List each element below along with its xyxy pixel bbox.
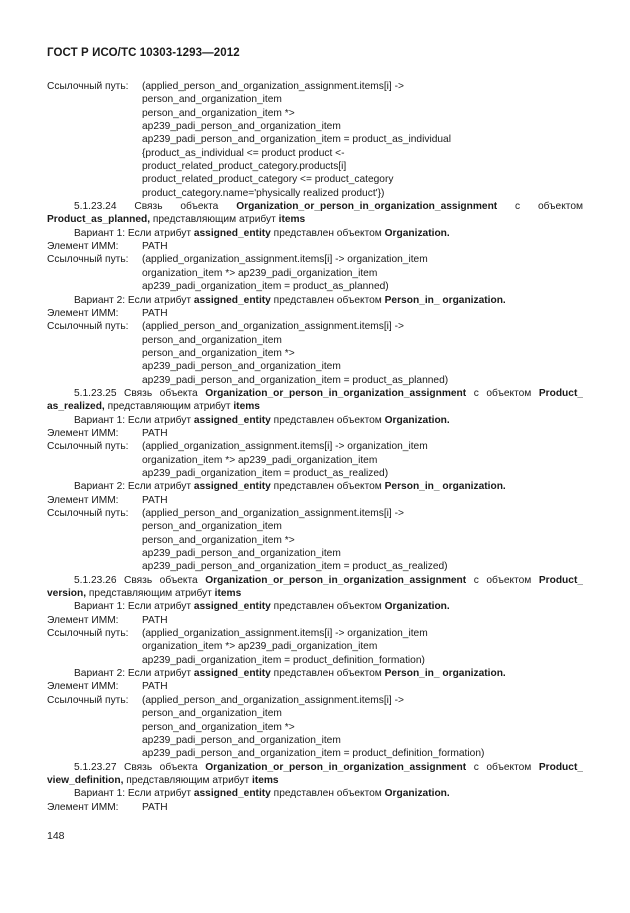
line-value: PATH: [142, 681, 168, 693]
line-text: product_related_product_category.products[i]: [142, 161, 347, 173]
line-label: Ссылочный путь:: [47, 321, 129, 333]
line-text: ap239_padi_person_and_organization_item: [142, 121, 341, 133]
line-value: (applied_organization_assignment.items[i] -> organization_item: [142, 628, 428, 640]
variant-text: представлен объектом: [270, 227, 385, 239]
path-continuation-line: [47, 120, 583, 133]
line-value: (applied_person_and_organization_assignment.items[i] ->: [142, 321, 404, 333]
line-text: ap239_padi_person_and_organization_item: [142, 361, 341, 373]
line-text: organization_item *> ap239_padi_organization_item: [142, 454, 378, 466]
line-text: product_category.name='physically realized product'}): [142, 187, 385, 199]
section-prefix: 5.1.23.26 Связь объекта: [74, 574, 206, 586]
line-label: Элемент ИММ:: [47, 681, 119, 693]
section-suffix: с объектом: [466, 387, 539, 399]
labeled-line: [47, 240, 583, 253]
document-header: ГОСТ Р ИСО/ТС 10303-1293—2012: [47, 47, 240, 59]
section-continuation-line: [47, 213, 583, 226]
attribute-name: assigned_entity: [193, 788, 271, 800]
path-continuation-line: [47, 267, 583, 280]
line-value: (applied_person_and_organization_assignment.items[i] ->: [142, 81, 404, 92]
variant-prefix: Вариант 2: Если атрибут: [74, 668, 194, 680]
variant-text: представлен объектом: [270, 414, 385, 426]
labeled-line: [47, 627, 583, 640]
line-label: Элемент ИММ:: [47, 427, 119, 439]
line-text: person_and_organization_item *>: [142, 107, 295, 119]
path-continuation-line: [47, 133, 583, 146]
path-continuation-line: [47, 360, 583, 373]
line-text: ap239_padi_person_and_organization_item: [142, 734, 341, 746]
attribute-name: assigned_entity: [193, 668, 271, 680]
attribute-name: assigned_entity: [193, 601, 271, 613]
section-suffix: с объектом: [466, 761, 539, 773]
line-value: PATH: [142, 494, 168, 506]
line-text: product_related_product_category <= product_category: [142, 174, 394, 186]
path-continuation-line: [47, 374, 583, 387]
labeled-line: [47, 427, 583, 440]
line-value: (applied_organization_assignment.items[i] -> organization_item: [142, 254, 428, 266]
section-prefix: 5.1.23.25 Связь объекта: [74, 387, 206, 399]
labeled-line: [47, 494, 583, 507]
line-text: person_and_organization_item: [142, 334, 282, 346]
attribute-name: items: [278, 214, 306, 226]
line-text: person_and_organization_item: [142, 708, 282, 720]
line-text: {product_as_individual <= product product <-: [142, 147, 345, 159]
target-entity: view_definition,: [47, 774, 124, 786]
line-label: Ссылочный путь:: [47, 628, 129, 640]
labeled-line: [47, 440, 583, 453]
attribute-name: items: [233, 401, 260, 413]
line-text: ap239_padi_person_and_organization_item = product_as_realized): [142, 561, 448, 573]
target-entity: Product_: [538, 761, 583, 773]
variant-prefix: Вариант 2: Если атрибут: [74, 294, 194, 306]
entity-name: Organization.: [384, 227, 450, 239]
line-text: ap239_padi_person_and_organization_item: [142, 548, 341, 560]
labeled-line: [47, 680, 583, 693]
section-continuation-line: [47, 400, 583, 413]
line-text: person_and_organization_item *>: [142, 347, 295, 359]
line-value: PATH: [142, 241, 168, 253]
line-text: organization_item *> ap239_padi_organization_item: [142, 641, 378, 653]
line-label: Ссылочный путь:: [47, 254, 129, 266]
target-entity: Product_as_planned,: [47, 214, 151, 226]
variant-prefix: Вариант 1: Если атрибут: [74, 414, 194, 426]
line-value: (applied_organization_assignment.items[i] -> organization_item: [142, 441, 428, 453]
entity-name: Person_in_ organization.: [384, 294, 506, 306]
line-text: ap239_padi_person_and_organization_item = product_as_planned): [142, 374, 449, 386]
entity-name: Person_in_ organization.: [384, 668, 506, 680]
line-label: Элемент ИММ:: [47, 307, 119, 319]
path-continuation-line: [47, 560, 583, 573]
variant-text: представлен объектом: [270, 481, 385, 493]
variant-prefix: Вариант 1: Если атрибут: [74, 601, 194, 613]
variant-text: представлен объектом: [270, 668, 385, 680]
line-label: Элемент ИММ:: [47, 241, 119, 253]
line-text: ap239_padi_organization_item = product_as_planned): [142, 281, 389, 293]
entity-name: Organization.: [384, 601, 450, 613]
path-continuation-line: [47, 147, 583, 160]
line-text: ap239_padi_organization_item = product_as_realized): [142, 467, 389, 479]
section-prefix: 5.1.23.27 Связь объекта: [74, 761, 206, 773]
path-continuation-line: [47, 747, 583, 760]
variant-line: [47, 600, 583, 613]
attribute-name: assigned_entity: [193, 414, 271, 426]
path-continuation-line: [47, 187, 583, 200]
line-label: Элемент ИММ:: [47, 614, 119, 626]
entity-name: Organization_or_person_in_organization_assignment: [205, 574, 467, 586]
line-value: (applied_person_and_organization_assignment.items[i] ->: [142, 508, 404, 519]
continuation-text: представляющим атрибут: [104, 401, 234, 413]
entity-name: Person_in_ organization.: [384, 481, 506, 493]
line-value: PATH: [142, 801, 168, 813]
path-continuation-line: [47, 520, 583, 533]
path-continuation-line: [47, 454, 583, 467]
attribute-name: assigned_entity: [193, 481, 271, 493]
entity-name: Organization_or_person_in_organization_assignment: [205, 387, 467, 399]
line-text: organization_item *> ap239_padi_organization_item: [142, 267, 378, 279]
line-label: Элемент ИММ:: [47, 801, 119, 813]
path-continuation-line: [47, 640, 583, 653]
labeled-line: [47, 694, 583, 707]
target-entity: as_realized,: [47, 401, 105, 413]
line-text: ap239_padi_organization_item = product_definition_formation): [142, 654, 425, 666]
section-heading-line: [47, 574, 583, 587]
line-label: Ссылочный путь:: [47, 694, 129, 706]
target-entity: Product_: [538, 574, 583, 586]
target-entity: Product_: [538, 387, 583, 399]
section-suffix: с объектом: [497, 201, 583, 213]
section-heading-line: [47, 761, 583, 774]
continuation-text: представляющим атрибут: [86, 588, 215, 600]
line-value: PATH: [142, 307, 168, 319]
line-text: person_and_organization_item *>: [142, 534, 295, 546]
line-value: PATH: [142, 614, 168, 626]
document-body: [47, 80, 583, 814]
entity-name: Organization_or_person_in_organization_assignment: [205, 761, 467, 773]
line-label: Элемент ИММ:: [47, 494, 119, 506]
path-continuation-line: [47, 334, 583, 347]
variant-line: [47, 294, 583, 307]
section-heading-line: [47, 200, 583, 213]
path-continuation-line: [47, 707, 583, 720]
variant-line: [47, 480, 583, 493]
path-continuation-line: [47, 160, 583, 173]
path-continuation-line: [47, 547, 583, 560]
labeled-line: [47, 253, 583, 266]
entity-name: Organization.: [384, 788, 450, 800]
continuation-text: представляющим атрибут: [150, 214, 279, 226]
section-continuation-line: [47, 587, 583, 600]
line-value: PATH: [142, 427, 168, 439]
labeled-line: [47, 507, 583, 520]
variant-line: [47, 414, 583, 427]
attribute-name: items: [251, 774, 279, 786]
section-prefix: 5.1.23.24 Связь объекта: [74, 201, 237, 213]
line-label: Ссылочный путь:: [47, 441, 129, 453]
variant-prefix: Вариант 1: Если атрибут: [74, 788, 194, 800]
line-value: (applied_person_and_organization_assignment.items[i] ->: [142, 694, 404, 706]
path-continuation-line: [47, 347, 583, 360]
variant-prefix: Вариант 1: Если атрибут: [74, 227, 194, 239]
attribute-name: assigned_entity: [193, 294, 271, 306]
path-continuation-line: [47, 467, 583, 480]
section-heading-line: [47, 387, 583, 400]
line-label: Ссылочный путь:: [47, 508, 129, 519]
path-continuation-line: [47, 721, 583, 734]
labeled-line: [47, 80, 583, 93]
variant-line: [47, 227, 583, 240]
path-continuation-line: [47, 93, 583, 106]
section-continuation-line: [47, 774, 583, 787]
labeled-line: [47, 614, 583, 627]
labeled-line: [47, 320, 583, 333]
path-continuation-line: [47, 654, 583, 667]
path-continuation-line: [47, 534, 583, 547]
variant-text: представлен объектом: [270, 601, 385, 613]
entity-name: Organization_or_person_in_organization_assignment: [236, 201, 498, 213]
page-number: 148: [47, 830, 65, 842]
variant-line: [47, 667, 583, 680]
variant-text: представлен объектом: [270, 788, 385, 800]
target-entity: version,: [47, 588, 87, 600]
line-text: person_and_organization_item *>: [142, 721, 295, 733]
entity-name: Organization.: [384, 414, 450, 426]
line-text: person_and_organization_item: [142, 94, 282, 106]
labeled-line: [47, 801, 583, 814]
attribute-name: assigned_entity: [193, 227, 271, 239]
section-suffix: с объектом: [466, 574, 539, 586]
line-text: person_and_organization_item: [142, 521, 282, 533]
path-continuation-line: [47, 107, 583, 120]
variant-text: представлен объектом: [270, 294, 385, 306]
line-text: ap239_padi_person_and_organization_item = product_definition_formation): [142, 748, 485, 760]
path-continuation-line: [47, 173, 583, 186]
line-text: ap239_padi_person_and_organization_item = product_as_individual: [142, 134, 451, 146]
continuation-text: представляющим атрибут: [123, 774, 252, 786]
variant-line: [47, 787, 583, 800]
attribute-name: items: [214, 588, 242, 600]
variant-prefix: Вариант 2: Если атрибут: [74, 481, 194, 493]
labeled-line: [47, 307, 583, 320]
path-continuation-line: [47, 734, 583, 747]
line-label: Ссылочный путь:: [47, 81, 129, 92]
path-continuation-line: [47, 280, 583, 293]
